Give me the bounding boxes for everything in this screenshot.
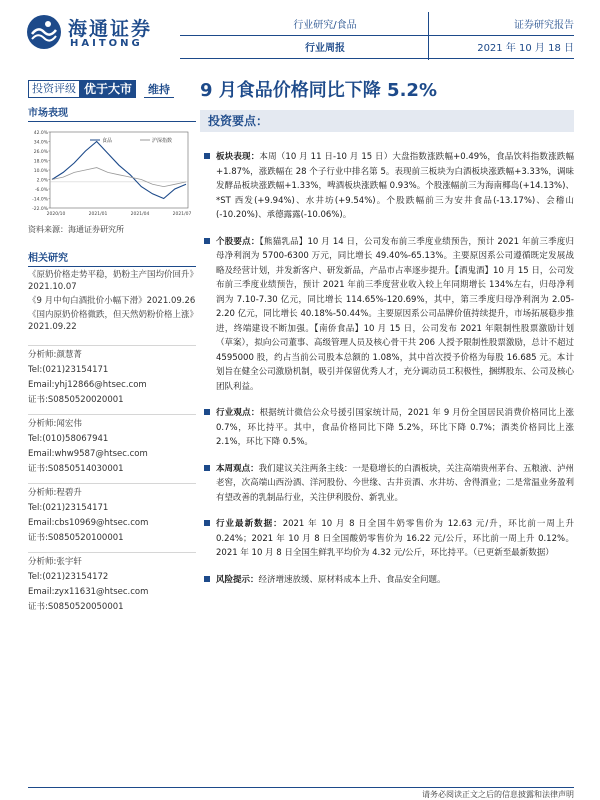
bullet-sector-performance <box>200 150 574 223</box>
rating-value: 优于大市 <box>80 80 136 98</box>
analyst-email[interactable]: Email:cbs10969@htsec.com <box>28 518 149 528</box>
bullet-lead: 行业最新数据： <box>216 519 283 529</box>
analyst-email[interactable]: Email:whw9587@htsec.com <box>28 449 148 459</box>
bullet-lead: 行业观点： <box>216 408 260 418</box>
square-bullet-icon <box>204 238 210 244</box>
analyst-list <box>28 345 196 615</box>
haitong-logo-icon <box>26 14 62 50</box>
x-tick-label: 2021/01 <box>88 212 108 217</box>
analyst-divider <box>28 483 196 484</box>
y-tick-label: -22.0% <box>32 207 48 212</box>
bullet-latest-data <box>200 517 574 561</box>
chart-source: 资料来源：海通证券研究所 <box>28 225 124 234</box>
analyst-cert: 证书:S0850520050001 <box>28 602 124 612</box>
related-list <box>28 269 196 333</box>
bullet-stock-points <box>200 235 574 395</box>
analyst-divider <box>28 414 196 415</box>
investment-rating <box>28 80 174 98</box>
x-tick-label: 2020/10 <box>46 212 66 217</box>
related-item[interactable]: 《9 月中旬白酒批价小幅下滑》2021.09.26 <box>28 296 196 306</box>
rating-keep: 维持 <box>144 81 174 98</box>
bullet-weekly-view <box>200 462 574 506</box>
analyst-block <box>28 414 196 477</box>
rating-label: 投资评级 <box>28 80 80 98</box>
bullet-lead: 本周观点： <box>216 463 259 474</box>
header-divider <box>428 12 429 60</box>
series-line-index <box>52 168 186 187</box>
bullet-lead: 风险提示： <box>216 574 259 585</box>
footer-disclaimer[interactable]: 请务必阅读正文之后的信息披露和法律声明 <box>422 790 574 799</box>
square-bullet-icon <box>204 465 210 471</box>
bullet-text: 【熊猫乳品】10 月 14 日，公司发布前三季度业绩预告，预计 2021 年前三季度归母净利润为 5700-6300 万元，同比增长 49.40%-65.13%。主要原因系公司遵循既定发展战略及经营计划，并发新客户、研发新品，产品市占率逐步提升。【酒鬼酒】10 月 15 日，公司发布前三季度业绩预告，预计 2021 年前三季度营业收入较上年同期增长 134%左右，归母净利润为 7.10-7.30 亿元，同比增长 114.65%-120.69%，其中，第三季度归母净利润为 2.05-2.20 亿元，同比增长 40.18%-50.44%。主要原因系公司品牌价值持续提升，市场拓展稳步推进，终端建设不断加强。【南侨食品】10 月 15 日，公司发布 2021 年限制性股票激励计划（草案），拟向公司董事、高级管理人员及核心骨干共 206 人授予限制性股票激励，总计不超过 4595000 股，约占当前公司股本总额的 1.08%，其中首次授予价格为每股 16.685 元。本计划旨在健全公司激励机制，吸引并保留优秀人才，充分调动员工积极性，捆绑股东、公司及核心团队利益。 <box>216 236 574 392</box>
report-type-label: 证券研究报告 <box>514 20 574 31</box>
bullet-text: 我们建议关注两条主线：一是稳增长的白酒板块，关注高端贵州茅台、五粮液、泸州老窖，次高端山西汾酒、洋河股份、今世缘、古井贡酒、水井坊、舍得酒业；二是常温业务盈利有望改善的乳制品行业，关注伊利股份、新乳业。 <box>216 463 574 503</box>
report-header <box>0 0 600 72</box>
bullet-text: 根据统计微信公众号援引国家统计局，2021 年 9 月份全国居民消费价格同比上涨 0.7%，环比持平。其中，食品价格同比下降 5.2%，环比下降 0.7%；酒类价格同比上涨 2.1%，环比下降 0.5%。 <box>216 408 574 447</box>
analyst-divider <box>28 552 196 553</box>
analyst-tel: Tel:(021)23154172 <box>28 572 109 582</box>
analyst-divider <box>28 345 196 346</box>
analyst-tel: Tel:(021)23154171 <box>28 365 109 375</box>
report-kind: 行业周报 <box>305 43 345 54</box>
legend-label: 沪深指数 <box>152 138 173 144</box>
logo-chinese-name: 海通证券 <box>68 18 153 40</box>
series-line-food <box>52 142 186 199</box>
industry-category: 行业研究/食品 <box>293 20 357 31</box>
analyst-block <box>28 483 196 546</box>
y-tick-label: 34.0% <box>33 140 48 146</box>
analyst-name: 分析师:程碧升 <box>28 488 82 498</box>
square-bullet-icon <box>204 153 210 159</box>
logo-english-name: HAITONG <box>70 38 143 49</box>
x-tick-label: 2021/07 <box>172 212 192 217</box>
analyst-cert: 证书:S0850514030001 <box>28 464 124 474</box>
market-chart <box>28 128 196 220</box>
header-category-block <box>250 16 400 54</box>
bullet-text: 经济增速放缓、原材料成本上升、食品安全问题。 <box>258 574 446 585</box>
bullet-lead: 个股要点： <box>216 236 260 247</box>
analyst-name: 分析师:颜慧菁 <box>28 350 82 360</box>
market-heading: 市场表现 <box>28 104 196 122</box>
bullet-text: 2021 年 10 月 8 日全国牛奶零售价为 12.63 元/升，环比前一周上升 0.24%；2021 年 10 月 8 日全国酸奶零售价为 16.22 元/公斤，环比前一周上升 0.12%。2021 年 10 月 8 日全国生鲜乳平均价为 4.32 元/公斤，环比持平。（已更新至最新数据） <box>216 519 574 558</box>
header-right-block <box>477 16 574 54</box>
y-tick-label: 42.0% <box>33 131 48 136</box>
square-bullet-icon <box>204 576 210 582</box>
analyst-block <box>28 552 196 615</box>
analyst-cert: 证书:S0850520020001 <box>28 395 124 405</box>
left-sidebar <box>28 104 196 615</box>
square-bullet-icon <box>204 409 210 415</box>
header-rule-bottom <box>180 58 574 59</box>
report-date: 2021 年 10 月 18 日 <box>477 43 574 54</box>
bullet-lead: 板块表现： <box>216 152 260 162</box>
y-tick-label: -6.0% <box>34 188 48 193</box>
related-heading: 相关研究 <box>28 249 196 267</box>
x-tick-label: 2021/04 <box>130 212 150 217</box>
market-chart-svg <box>28 128 196 220</box>
related-item[interactable]: 《国内原奶价格微跌，但天然奶粉价格上涨》2021.09.22 <box>28 310 194 332</box>
y-tick-label: -14.0% <box>32 197 48 203</box>
y-tick-label: 26.0% <box>33 150 48 155</box>
analyst-email[interactable]: Email:yhj12866@htsec.com <box>28 380 147 390</box>
bullet-text: 本周（10 月 11 日-10 月 15 日）大盘指数涨跌幅+0.49%，食品饮料指数涨跌幅+1.87%，涨跌幅在 28 个子行业中排名第 5。表现前三板块为白酒板块涨跌幅+3.33%，调味发酵品板块涨跌幅+1.33%，啤酒板块涨跌幅 0.93%。个股涨幅前三为海南椰岛(+14.13%)、*ST 西发(+9.94%)、水井坊(+9.54%)。个股跌幅前三为安井食品(-13.17%)、会稽山(-10.20%)、承德露露(-10.06%)。 <box>216 152 574 220</box>
analyst-name: 分析师:张宇轩 <box>28 557 82 567</box>
analyst-tel: Tel:(021)23154171 <box>28 503 109 513</box>
related-item[interactable]: 《原奶价格走势平稳，奶粉主产国均价回升》2021.10.07 <box>28 270 194 292</box>
haitong-logo <box>26 12 156 52</box>
main-content <box>200 110 574 587</box>
footer-rule <box>28 787 574 788</box>
legend-label: 食品 <box>102 138 113 144</box>
key-points-heading: 投资要点： <box>200 110 574 132</box>
analyst-email[interactable]: Email:zyx11631@htsec.com <box>28 587 149 597</box>
report-title: 9 月食品价格同比下降 5.2% <box>200 80 437 101</box>
analyst-tel: Tel:(010)58067941 <box>28 434 109 444</box>
bullet-risk <box>200 573 574 588</box>
analyst-cert: 证书:S0850520100001 <box>28 533 124 543</box>
bullet-industry-view <box>200 406 574 450</box>
y-tick-label: 10.0% <box>33 169 48 174</box>
y-tick-label: 2.0% <box>36 178 48 184</box>
y-tick-label: 18.0% <box>33 159 48 165</box>
square-bullet-icon <box>204 520 210 526</box>
analyst-name: 分析师:闻宏伟 <box>28 419 82 429</box>
analyst-block <box>28 345 196 408</box>
